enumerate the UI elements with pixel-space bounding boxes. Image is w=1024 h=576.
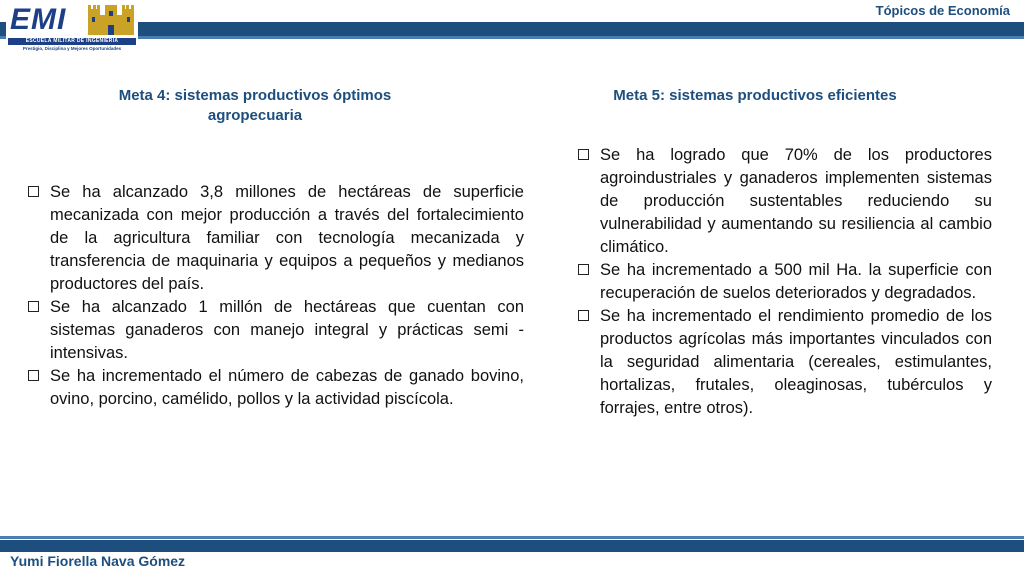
- logo-motto: Prestigio, Disciplina y Mejores Oportunidades: [22, 46, 122, 51]
- right-column-title: Meta 5: sistemas productivos eficientes: [613, 87, 897, 104]
- footer-strip: [0, 536, 1024, 539]
- checkbox-bullet-icon: [28, 370, 39, 381]
- author-name: Yumi Fiorella Nava Gómez: [10, 553, 186, 569]
- list-item: [28, 181, 524, 296]
- list-item: [578, 144, 992, 259]
- left-bullet-list: [28, 181, 524, 411]
- list-item: [578, 259, 992, 305]
- footer-bar: [0, 540, 1024, 552]
- list-item-text: Se ha incrementado a 500 mil Ha. la superficie con recuperación de suelos deteriorados y degradados.: [600, 261, 992, 302]
- list-item-text: Se ha alcanzado 1 millón de hectáreas que cuentan con sistemas ganaderos con manejo integral y prácticas semi - intensivas.: [50, 298, 524, 362]
- checkbox-bullet-icon: [578, 310, 589, 321]
- right-bullet-list: [578, 144, 992, 420]
- list-item-text: Se ha logrado que 70% de los productores agroindustriales y ganaderos implementen sistemas de producción sustentables reduciendo su vulnerabilidad y aumentando su resiliencia al cambio climático.: [600, 146, 992, 256]
- list-item: [578, 305, 992, 420]
- list-item-text: Se ha incrementado el número de cabezas de ganado bovino, ovino, porcino, camélido, pollos y la actividad piscícola.: [50, 367, 524, 408]
- list-item-text: Se ha alcanzado 3,8 millones de hectáreas de superficie mecanizada con mejor producción a través del fortalecimiento de la agricultura familiar con tecnología mecanizada y transferencia de maquinaria y equipos a pequeños y medianos productores del país.: [50, 183, 524, 293]
- checkbox-bullet-icon: [28, 301, 39, 312]
- checkbox-bullet-icon: [578, 264, 589, 275]
- checkbox-bullet-icon: [578, 149, 589, 160]
- checkbox-bullet-icon: [28, 186, 39, 197]
- deck-title: Tópicos de Economía: [875, 3, 1010, 18]
- list-item: [28, 365, 524, 411]
- list-item-text: Se ha incrementado el rendimiento promedio de los productos agrícolas más importantes vinculados con la seguridad alimentaria (cereales, estimulantes, hortalizas, frutales, oleaginosas, tubérculos y forrajes, entre otros).: [600, 307, 992, 417]
- list-item: [28, 296, 524, 365]
- left-column-title: Meta 4: sistemas productivos óptimos agropecuaria: [118, 87, 392, 124]
- header-bar: [0, 22, 1024, 36]
- header-strip: [0, 36, 1024, 39]
- emi-logo: [6, 3, 138, 53]
- castle-icon: [88, 5, 134, 37]
- logo-text: EMI: [10, 3, 67, 36]
- logo-school-name: ESCUELA MILITAR DE INGENIERIA: [8, 38, 136, 45]
